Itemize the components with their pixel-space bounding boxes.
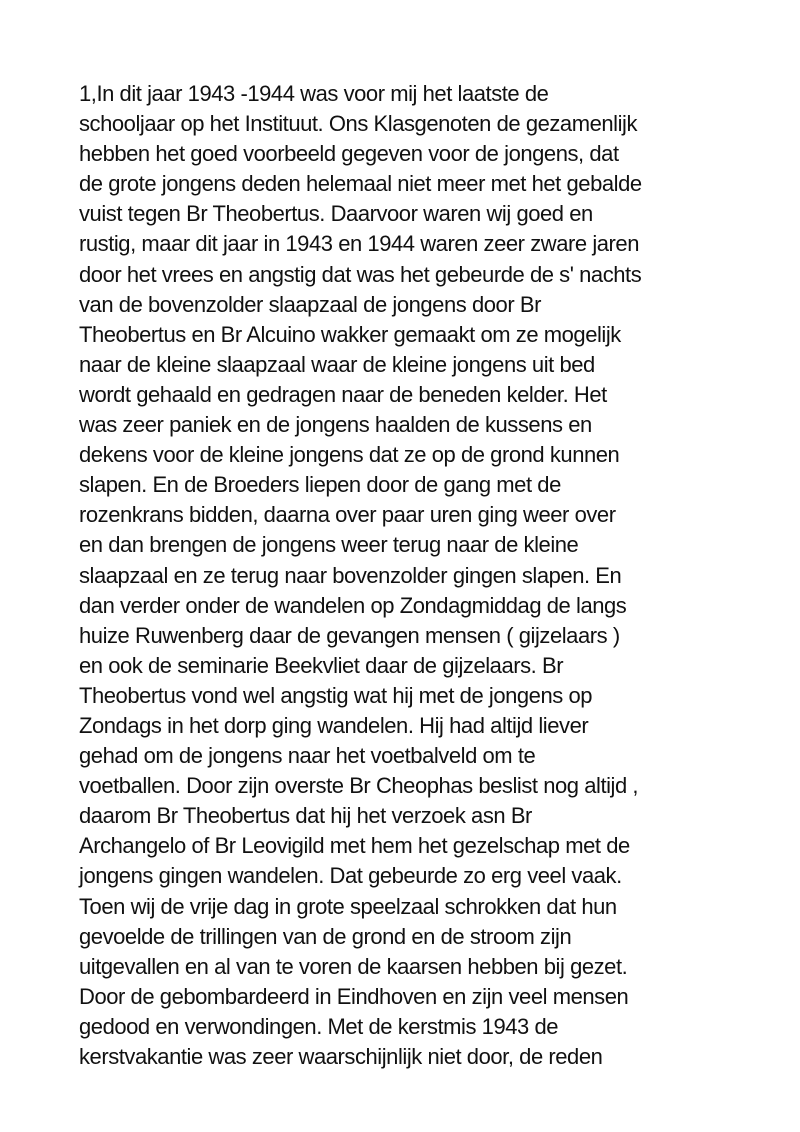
text-line: huize Ruwenberg daar de gevangen mensen ( gijzelaars ) [79, 622, 620, 648]
text-line: rozenkrans bidden, daarna over paar uren ging weer over [79, 502, 616, 528]
text-line: jongens gingen wandelen. Dat gebeurde zo erg veel vaak. [79, 863, 622, 889]
text-line: Theobertus en Br Alcuino wakker gemaakt om ze mogelijk [79, 321, 621, 347]
text-line: dekens voor de kleine jongens dat ze op de grond kunnen [79, 442, 620, 468]
text-line: Archangelo of Br Leovigild met hem het gezelschap met de [79, 833, 630, 859]
text-line: gevoelde de trillingen van de grond en de stroom zijn [79, 923, 572, 949]
text-line: gedood en verwondingen. Met de kerstmis 1943 de [79, 1013, 559, 1039]
text-line: naar de kleine slaapzaal waar de kleine jongens uit bed [79, 351, 595, 377]
text-line: daarom Br Theobertus dat hij het verzoek asn Br [79, 803, 532, 829]
text-line: gehad om de jongens naar het voetbalveld om te [79, 743, 536, 769]
text-line: voetballen. Door zijn overste Br Cheophas beslist nog altijd , [79, 773, 639, 799]
text-line: hebben het goed voorbeeld gegeven voor de jongens, dat [79, 141, 619, 167]
text-line: uitgevallen en al van te voren de kaarsen hebben bij gezet. [79, 953, 628, 979]
text-line: en dan brengen de jongens weer terug naar de kleine [79, 532, 579, 558]
text-line: 1,In dit jaar 1943 -1944 was voor mij het laatste de [79, 81, 549, 106]
text-line: wordt gehaald en gedragen naar de beneden kelder. Het [79, 381, 607, 407]
text-line: de grote jongens deden helemaal niet meer met het gebalde [79, 171, 642, 197]
text-line: Zondags in het dorp ging wandelen. Hij had altijd liever [79, 712, 589, 738]
text-line: van de bovenzolder slaapzaal de jongens door Br [79, 291, 541, 317]
text-line: en ook de seminarie Beekvliet daar de gijzelaars. Br [79, 652, 564, 678]
text-line: Door de gebombardeerd in Eindhoven en zijn veel mensen [79, 983, 629, 1009]
text-line: rustig, maar dit jaar in 1943 en 1944 waren zeer zware jaren [79, 231, 639, 257]
text-line: door het vrees en angstig dat was het gebeurde de s' nachts [79, 261, 642, 287]
text-line: slaapzaal en ze terug naar bovenzolder gingen slapen. En [79, 562, 622, 588]
text-line: slapen. En de Broeders liepen door de gang met de [79, 472, 561, 498]
text-line: was zeer paniek en de jongens haalden de kussens en [79, 412, 592, 438]
text-line: dan verder onder de wandelen op Zondagmiddag de langs [79, 592, 627, 618]
text-line: kerstvakantie was zeer waarschijnlijk niet door, de reden [79, 1044, 603, 1069]
text-line: schooljaar op het Instituut. Ons Klasgenoten de gezamenlijk [79, 111, 638, 137]
text-line: vuist tegen Br Theobertus. Daarvoor waren wij goed en [79, 201, 593, 227]
document-body-text [79, 79, 642, 1072]
text-line: Toen wij de vrije dag in grote speelzaal schrokken dat hun [79, 893, 617, 919]
text-line: Theobertus vond wel angstig wat hij met de jongens op [79, 682, 593, 708]
